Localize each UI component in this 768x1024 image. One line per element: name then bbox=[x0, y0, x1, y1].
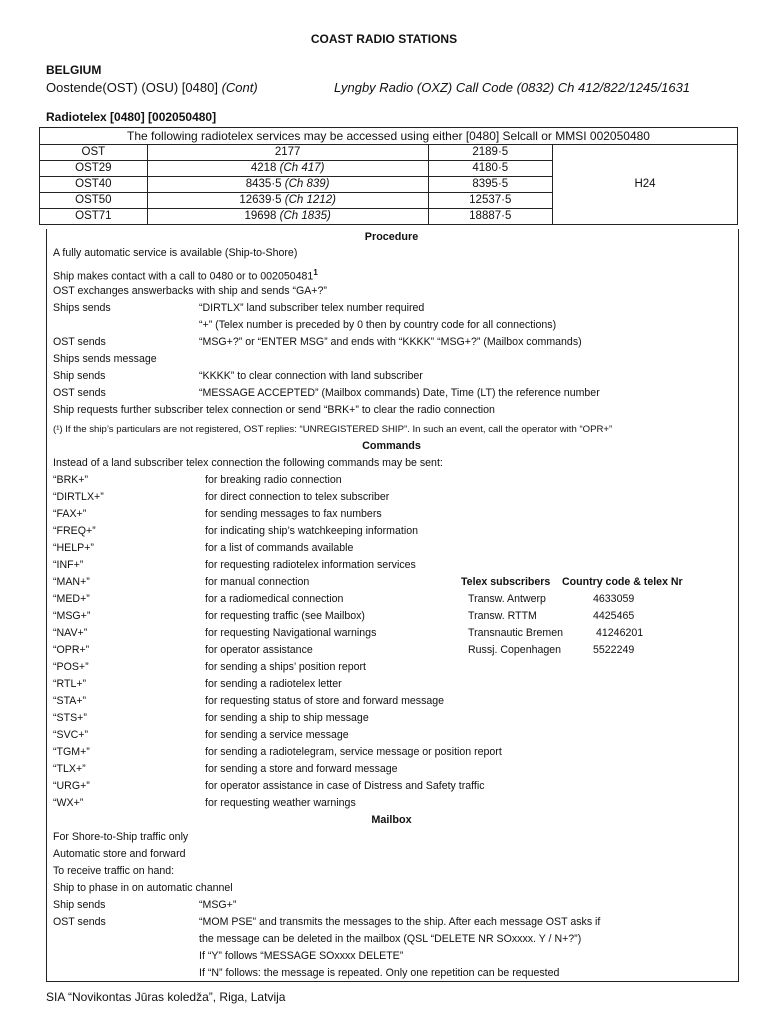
command-code: “DIRTLX+” bbox=[53, 491, 104, 503]
step-who: Ship sends bbox=[53, 370, 106, 382]
command-description: for sending a radiotelex letter bbox=[205, 678, 342, 690]
subscriber-code: 41246201 bbox=[596, 627, 644, 639]
command-code: “MAN+” bbox=[53, 576, 90, 588]
rx-cell: 4180·5 bbox=[428, 161, 552, 177]
subscriber-name: Transw. Antwerp bbox=[468, 593, 546, 605]
command-description: for requesting traffic (see Mailbox) bbox=[205, 610, 365, 622]
command-code: “TLX+” bbox=[53, 763, 86, 775]
command-description: for requesting Navigational warnings bbox=[205, 627, 377, 639]
command-description: for indicating ship’s watchkeeping information bbox=[205, 525, 418, 537]
command-code: “TGM+” bbox=[53, 746, 90, 758]
command-code: “WX+” bbox=[53, 797, 84, 809]
command-code: “MED+” bbox=[53, 593, 90, 605]
subscribers-header-code: Country code & telex Nr bbox=[562, 576, 683, 588]
command-description: for requesting weather warnings bbox=[205, 797, 356, 809]
commands-intro: Instead of a land subscriber telex connection the following commands may be sent: bbox=[53, 457, 443, 469]
command-code: “RTL+” bbox=[53, 678, 87, 690]
rx-cell: 12537·5 bbox=[428, 193, 552, 209]
radiotelex-heading: Radiotelex [0480] [002050480] bbox=[46, 110, 217, 124]
table-header: The following radiotelex services may be accessed using either [0480] Selcall or MMSI 002050480 bbox=[40, 128, 738, 145]
command-description: for a radiomedical connection bbox=[205, 593, 344, 605]
station-heading bbox=[46, 80, 258, 95]
mailbox-what: “MOM PSE” and transmits the messages to the ship. After each message OST asks if bbox=[199, 916, 601, 928]
tx-cell: 4218 (Ch 417) bbox=[147, 161, 428, 177]
subscriber-code: 5522249 bbox=[593, 644, 635, 656]
mailbox-what: the message can be deleted in the mailbox (QSL “DELETE NR SOxxxx. Y / N+?”) bbox=[199, 933, 582, 945]
mailbox-line: Ship to phase in on automatic channel bbox=[53, 882, 233, 894]
procedure-footnote: (¹) If the ship’s particulars are not registered, OST replies: “UNREGISTERED SHIP”. In such an event, call the operator with “OPR+” bbox=[53, 424, 613, 435]
commands-heading: Commands bbox=[362, 440, 421, 452]
frequency-table bbox=[39, 127, 738, 225]
command-description: for sending a ships’ position report bbox=[205, 661, 366, 673]
subscriber-code: 4633059 bbox=[593, 593, 635, 605]
command-description: for manual connection bbox=[205, 576, 310, 588]
page-title: COAST RADIO STATIONS bbox=[310, 32, 458, 46]
country-heading: BELGIUM bbox=[46, 63, 102, 77]
mailbox-line: Automatic store and forward bbox=[53, 848, 186, 860]
step-what: “DIRTLX” land subscriber telex number required bbox=[199, 302, 425, 314]
station-cell: OST50 bbox=[40, 193, 148, 209]
command-description: for sending a radiotelegram, service message or position report bbox=[205, 746, 502, 758]
step-who: OST sends bbox=[53, 336, 106, 348]
command-description: for sending messages to fax numbers bbox=[205, 508, 382, 520]
station-cell: OST40 bbox=[40, 177, 148, 193]
tx-cell: 19698 (Ch 1835) bbox=[147, 209, 428, 225]
station-cell: OST bbox=[40, 145, 148, 161]
command-code: “URG+” bbox=[53, 780, 90, 792]
step-what: “KKKK” to clear connection with land subscriber bbox=[199, 370, 423, 382]
command-code: “STA+” bbox=[53, 695, 87, 707]
step-what: “+” (Telex number is preceded by 0 then by country code for all connections) bbox=[199, 319, 557, 331]
command-code: “SVC+” bbox=[53, 729, 89, 741]
rx-cell: 8395·5 bbox=[428, 177, 552, 193]
procedure-heading: Procedure bbox=[364, 231, 419, 243]
station-cell: OST71 bbox=[40, 209, 148, 225]
command-description: for direct connection to telex subscriber bbox=[205, 491, 390, 503]
command-code: “STS+” bbox=[53, 712, 87, 724]
table-row bbox=[40, 145, 738, 161]
rx-cell: 2189·5 bbox=[428, 145, 552, 161]
mailbox-what: “MSG+” bbox=[199, 899, 237, 911]
step-who: Ships sends message bbox=[53, 353, 157, 365]
lyngby-info: Lyngby Radio (OXZ) Call Code (0832) Ch 412/822/1245/1631 bbox=[334, 80, 691, 95]
mailbox-who: Ship sends bbox=[53, 899, 106, 911]
procedure-line: A fully automatic service is available (Ship-to-Shore) bbox=[53, 247, 298, 259]
command-code: “INF+” bbox=[53, 559, 84, 571]
station-name: Oostende(OST) (OSU) [0480] bbox=[46, 80, 218, 95]
step-who: OST sends bbox=[53, 387, 106, 399]
command-description: for sending a store and forward message bbox=[205, 763, 398, 775]
command-code: “FAX+” bbox=[53, 508, 87, 520]
mailbox-what: If “Y” follows “MESSAGE SOxxxx DELETE” bbox=[199, 950, 404, 962]
mailbox-line: To receive traffic on hand: bbox=[53, 865, 175, 877]
rx-cell: 18887·5 bbox=[428, 209, 552, 225]
command-code: “HELP+” bbox=[53, 542, 94, 554]
procedure-line: Ship requests further subscriber telex connection or send “BRK+” to clear the radio connection bbox=[53, 404, 495, 416]
footer-text: SIA “Novikontas Jūras koledža”, Riga, Latvija bbox=[46, 990, 286, 1004]
command-description: for operator assistance in case of Distress and Safety traffic bbox=[205, 780, 485, 792]
mailbox-heading: Mailbox bbox=[371, 814, 412, 826]
tx-cell: 2177 bbox=[147, 145, 428, 161]
station-cont: (Cont) bbox=[221, 80, 258, 95]
subscriber-code: 4425465 bbox=[593, 610, 635, 622]
station-cell: OST29 bbox=[40, 161, 148, 177]
mailbox-line: For Shore-to-Ship traffic only bbox=[53, 831, 189, 843]
step-what: “MSG+?” or “ENTER MSG” and ends with “KKKK” “MSG+?” (Mailbox commands) bbox=[199, 336, 582, 348]
subscriber-name: Transnautic Bremen bbox=[468, 627, 563, 639]
command-code: “POS+” bbox=[53, 661, 89, 673]
command-description: for breaking radio connection bbox=[205, 474, 342, 486]
step-what: “MESSAGE ACCEPTED” (Mailbox commands) Date, Time (LT) the reference number bbox=[199, 387, 600, 399]
command-code: “OPR+” bbox=[53, 644, 90, 656]
mailbox-who: OST sends bbox=[53, 916, 106, 928]
command-description: for requesting radiotelex information services bbox=[205, 559, 416, 571]
tx-cell: 8435·5 (Ch 839) bbox=[147, 177, 428, 193]
command-description: for sending a ship to ship message bbox=[205, 712, 369, 724]
mailbox-what: If “N” follows: the message is repeated. Only one repetition can be requested bbox=[199, 967, 560, 979]
step-who: Ships sends bbox=[53, 302, 111, 314]
command-code: “MSG+” bbox=[53, 610, 91, 622]
command-code: “NAV+” bbox=[53, 627, 88, 639]
command-code: “FREQ+” bbox=[53, 525, 96, 537]
procedure-line: Ship makes contact with a call to 0480 or to 002050481$^1$ bbox=[53, 268, 318, 283]
hours-cell: H24 bbox=[553, 145, 738, 225]
command-description: for requesting status of store and forward message bbox=[205, 695, 445, 707]
subscriber-name: Transw. RTTM bbox=[468, 610, 537, 622]
procedure-line: OST exchanges answerbacks with ship and sends “GA+?” bbox=[53, 285, 327, 297]
tx-cell: 12639·5 (Ch 1212) bbox=[147, 193, 428, 209]
subscribers-header-name: Telex subscribers bbox=[461, 576, 551, 588]
command-description: for operator assistance bbox=[205, 644, 313, 656]
subscriber-name: Russj. Copenhagen bbox=[468, 644, 562, 656]
command-description: for a list of commands available bbox=[205, 542, 354, 554]
command-code: “BRK+” bbox=[53, 474, 89, 486]
command-description: for sending a service message bbox=[205, 729, 349, 741]
